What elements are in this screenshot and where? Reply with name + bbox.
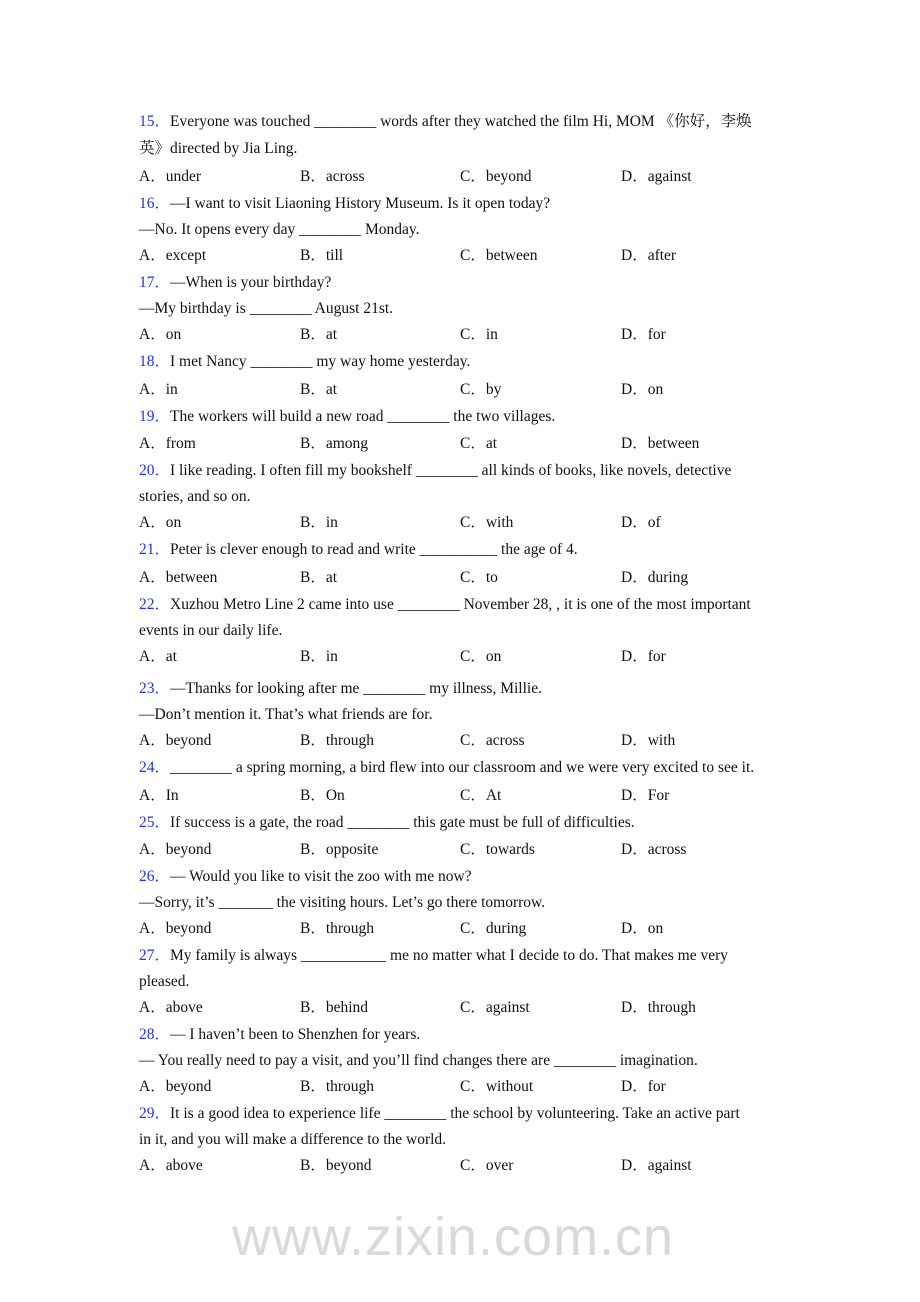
question-stem-continued xyxy=(139,220,420,240)
question-stem xyxy=(139,758,754,778)
answer-option-b: B．among xyxy=(300,435,369,452)
watermark: www.zixin.com.cn xyxy=(232,1207,675,1267)
answer-option-c: C．to xyxy=(460,569,498,586)
answer-option-b: B．at xyxy=(300,326,338,343)
question-stem xyxy=(139,273,331,293)
answer-option-c: C．on xyxy=(460,648,502,665)
question-text: If success is a gate, the road ________ this gate must be full of difficulties. xyxy=(170,814,635,831)
answer-option-b: B．beyond xyxy=(300,1157,372,1174)
answer-option-a: A．at xyxy=(139,648,177,665)
question-stem xyxy=(139,461,731,481)
question-number: 26． xyxy=(139,868,171,885)
question-text: —No. It opens every day ________ Monday. xyxy=(139,221,420,238)
answer-option-c: C．towards xyxy=(460,841,535,858)
answer-option-d: D．during xyxy=(621,569,689,586)
question-text: —I want to visit Liaoning History Museum. Is it open today? xyxy=(170,195,551,212)
question-text: — Would you like to visit the zoo with me now? xyxy=(170,868,472,885)
question-number: 19． xyxy=(139,408,171,425)
answer-option-a: A．on xyxy=(139,514,182,531)
question-stem-continued xyxy=(139,139,297,159)
answer-option-d: D．on xyxy=(621,381,664,398)
question-number: 25． xyxy=(139,814,171,831)
answer-option-a: A．above xyxy=(139,1157,203,1174)
question-text: Peter is clever enough to read and write __________ the age of 4. xyxy=(170,541,578,558)
question-stem xyxy=(139,540,578,560)
answer-option-b: B．at xyxy=(300,569,338,586)
question-text: —Don’t mention it. That’s what friends are for. xyxy=(139,706,433,723)
question-text: Xuzhou Metro Line 2 came into use ________ November 28, , it is one of the most important xyxy=(170,596,751,613)
question-text: —When is your birthday? xyxy=(170,274,332,291)
question-stem-continued xyxy=(139,705,432,725)
answer-option-a: A．above xyxy=(139,999,203,1016)
answer-option-b: B．at xyxy=(300,381,338,398)
question-stem xyxy=(139,595,751,615)
answer-option-d: D．of xyxy=(621,514,661,531)
question-number: 20． xyxy=(139,462,171,479)
answer-option-c: C．At xyxy=(460,787,502,804)
answer-option-a: A．except xyxy=(139,247,207,264)
question-number: 16． xyxy=(139,195,171,212)
answer-option-d: D．with xyxy=(621,732,676,749)
question-stem xyxy=(139,194,550,214)
question-text: Everyone was touched ________ words after they watched the film Hi, MOM 《你好，李焕 xyxy=(170,113,752,130)
question-stem-continued xyxy=(139,621,282,641)
answer-option-d: D．For xyxy=(621,787,670,804)
answer-option-c: C．at xyxy=(460,435,498,452)
question-text: —Sorry, it’s _______ the visiting hours. Let’s go there tomorrow. xyxy=(139,894,546,911)
answer-option-c: C．with xyxy=(460,514,514,531)
question-text: stories, and so on. xyxy=(139,488,251,505)
question-number: 15． xyxy=(139,113,171,130)
answer-option-c: C．against xyxy=(460,999,530,1016)
answer-option-b: B．opposite xyxy=(300,841,379,858)
answer-option-a: A．beyond xyxy=(139,841,212,858)
question-number: 24． xyxy=(139,759,171,776)
question-number: 17． xyxy=(139,274,171,291)
question-text: I like reading. I often fill my bookshelf ________ all kinds of books, like novels, detective xyxy=(170,462,732,479)
answer-option-a: A．beyond xyxy=(139,920,212,937)
question-stem xyxy=(139,813,635,833)
answer-option-d: D．through xyxy=(621,999,696,1016)
answer-option-d: D．on xyxy=(621,920,664,937)
question-text: — I haven’t been to Shenzhen for years. xyxy=(170,1026,421,1043)
question-number: 27． xyxy=(139,947,171,964)
question-text: I met Nancy ________ my way home yesterday. xyxy=(170,353,471,370)
question-stem xyxy=(139,112,752,132)
question-text: —Thanks for looking after me ________ my illness, Millie. xyxy=(170,680,542,697)
answer-option-d: D．for xyxy=(621,648,666,665)
answer-option-a: A．between xyxy=(139,569,218,586)
question-text: pleased. xyxy=(139,973,190,990)
answer-option-a: A．from xyxy=(139,435,196,452)
answer-option-b: B．through xyxy=(300,732,375,749)
answer-option-c: C．without xyxy=(460,1078,534,1095)
answer-option-a: A．In xyxy=(139,787,179,804)
answer-option-b: B．across xyxy=(300,168,365,185)
answer-option-d: D．across xyxy=(621,841,687,858)
answer-option-a: A．on xyxy=(139,326,182,343)
answer-option-d: D．for xyxy=(621,326,666,343)
question-stem xyxy=(139,946,728,966)
answer-option-a: A．beyond xyxy=(139,1078,212,1095)
question-text: It is a good idea to experience life ________ the school by volunteering. Take an active part xyxy=(170,1105,740,1122)
question-stem xyxy=(139,407,555,427)
answer-option-b: B．in xyxy=(300,514,338,531)
answer-option-a: A．beyond xyxy=(139,732,212,749)
question-text: 英》directed by Jia Ling. xyxy=(139,140,298,157)
answer-option-b: B．till xyxy=(300,247,344,264)
answer-option-b: B．in xyxy=(300,648,338,665)
answer-option-c: C．by xyxy=(460,381,502,398)
answer-option-d: D．for xyxy=(621,1078,666,1095)
question-stem xyxy=(139,1104,740,1124)
question-number: 22． xyxy=(139,596,171,613)
question-stem-continued xyxy=(139,299,393,319)
answer-option-d: D．after xyxy=(621,247,677,264)
answer-option-b: B．through xyxy=(300,1078,375,1095)
question-number: 29． xyxy=(139,1105,171,1122)
question-text: —My birthday is ________ August 21st. xyxy=(139,300,394,317)
question-number: 21． xyxy=(139,541,171,558)
question-stem-continued xyxy=(139,487,251,507)
question-stem-continued xyxy=(139,1130,446,1150)
question-text: events in our daily life. xyxy=(139,622,283,639)
answer-option-d: D．against xyxy=(621,168,692,185)
answer-option-b: B．On xyxy=(300,787,345,804)
answer-option-d: D．against xyxy=(621,1157,692,1174)
answer-option-c: C．beyond xyxy=(460,168,532,185)
answer-option-c: C．in xyxy=(460,326,498,343)
question-stem-continued xyxy=(139,893,545,913)
question-text: ________ a spring morning, a bird flew into our classroom and we were very excited to see it. xyxy=(170,759,755,776)
question-stem xyxy=(139,1025,420,1045)
answer-option-b: B．behind xyxy=(300,999,369,1016)
answer-option-d: D．between xyxy=(621,435,700,452)
question-stem xyxy=(139,867,472,887)
question-text: in it, and you will make a difference to the world. xyxy=(139,1131,447,1148)
answer-option-c: C．over xyxy=(460,1157,514,1174)
question-text: — You really need to pay a visit, and you’ll find changes there are ________ imagination. xyxy=(139,1052,698,1069)
answer-option-c: C．across xyxy=(460,732,525,749)
question-stem xyxy=(139,352,470,372)
answer-option-c: C．during xyxy=(460,920,527,937)
question-number: 23． xyxy=(139,680,171,697)
question-stem-continued xyxy=(139,972,189,992)
question-stem xyxy=(139,679,542,699)
question-stem-continued xyxy=(139,1051,698,1071)
question-number: 18． xyxy=(139,353,171,370)
question-text: My family is always ___________ me no matter what I decide to do. That makes me very xyxy=(170,947,729,964)
answer-option-a: A．in xyxy=(139,381,178,398)
answer-option-a: A．under xyxy=(139,168,201,185)
question-text: The workers will build a new road ________ the two villages. xyxy=(170,408,556,425)
answer-option-b: B．through xyxy=(300,920,375,937)
answer-option-c: C．between xyxy=(460,247,538,264)
question-number: 28． xyxy=(139,1026,171,1043)
